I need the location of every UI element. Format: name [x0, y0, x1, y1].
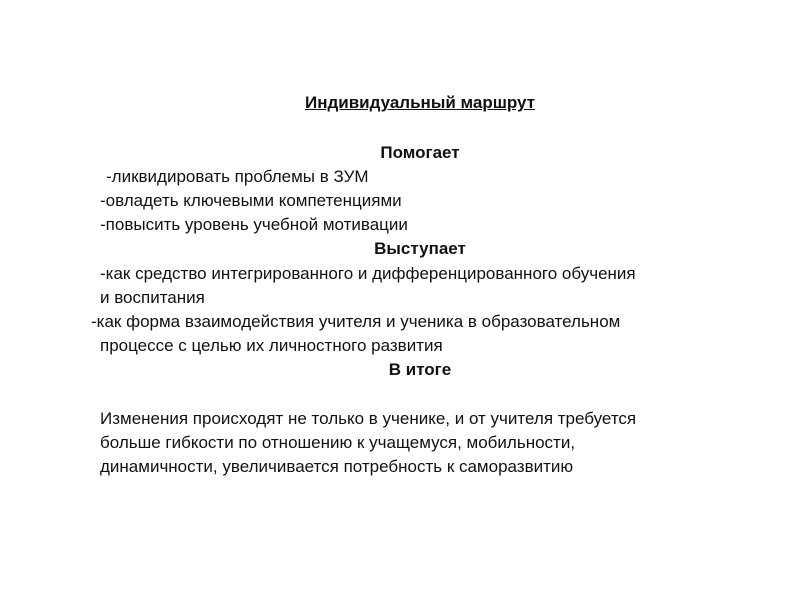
acts-item-line: и воспитания [100, 288, 205, 307]
result-line: Изменения происходят не только в ученике, и от учителя требуется [100, 409, 637, 428]
helps-item: -повысить уровень учебной мотивации [100, 215, 408, 234]
heading-helps: Помогает [380, 143, 460, 162]
helps-item: -овладеть ключевыми компетенциями [100, 191, 402, 210]
heading-acts: Выступает [374, 239, 466, 258]
result-line: динамичности, увеличивается потребность к саморазвитию [100, 457, 574, 476]
heading-result: В итоге [388, 360, 452, 379]
helps-item: -ликвидировать проблемы в ЗУМ [106, 167, 369, 186]
acts-item-line: процессе с целью их личностного развития [100, 336, 443, 355]
result-line: больше гибкости по отношению к учащемуся, мобильности, [100, 433, 576, 452]
acts-item-line: -как форма взаимодействия учителя и ученика в образовательном [91, 312, 621, 331]
slide-title: Индивидуальный маршрут [304, 93, 536, 112]
acts-item-line: -как средство интегрированного и дифференцированного обучения [100, 264, 636, 283]
